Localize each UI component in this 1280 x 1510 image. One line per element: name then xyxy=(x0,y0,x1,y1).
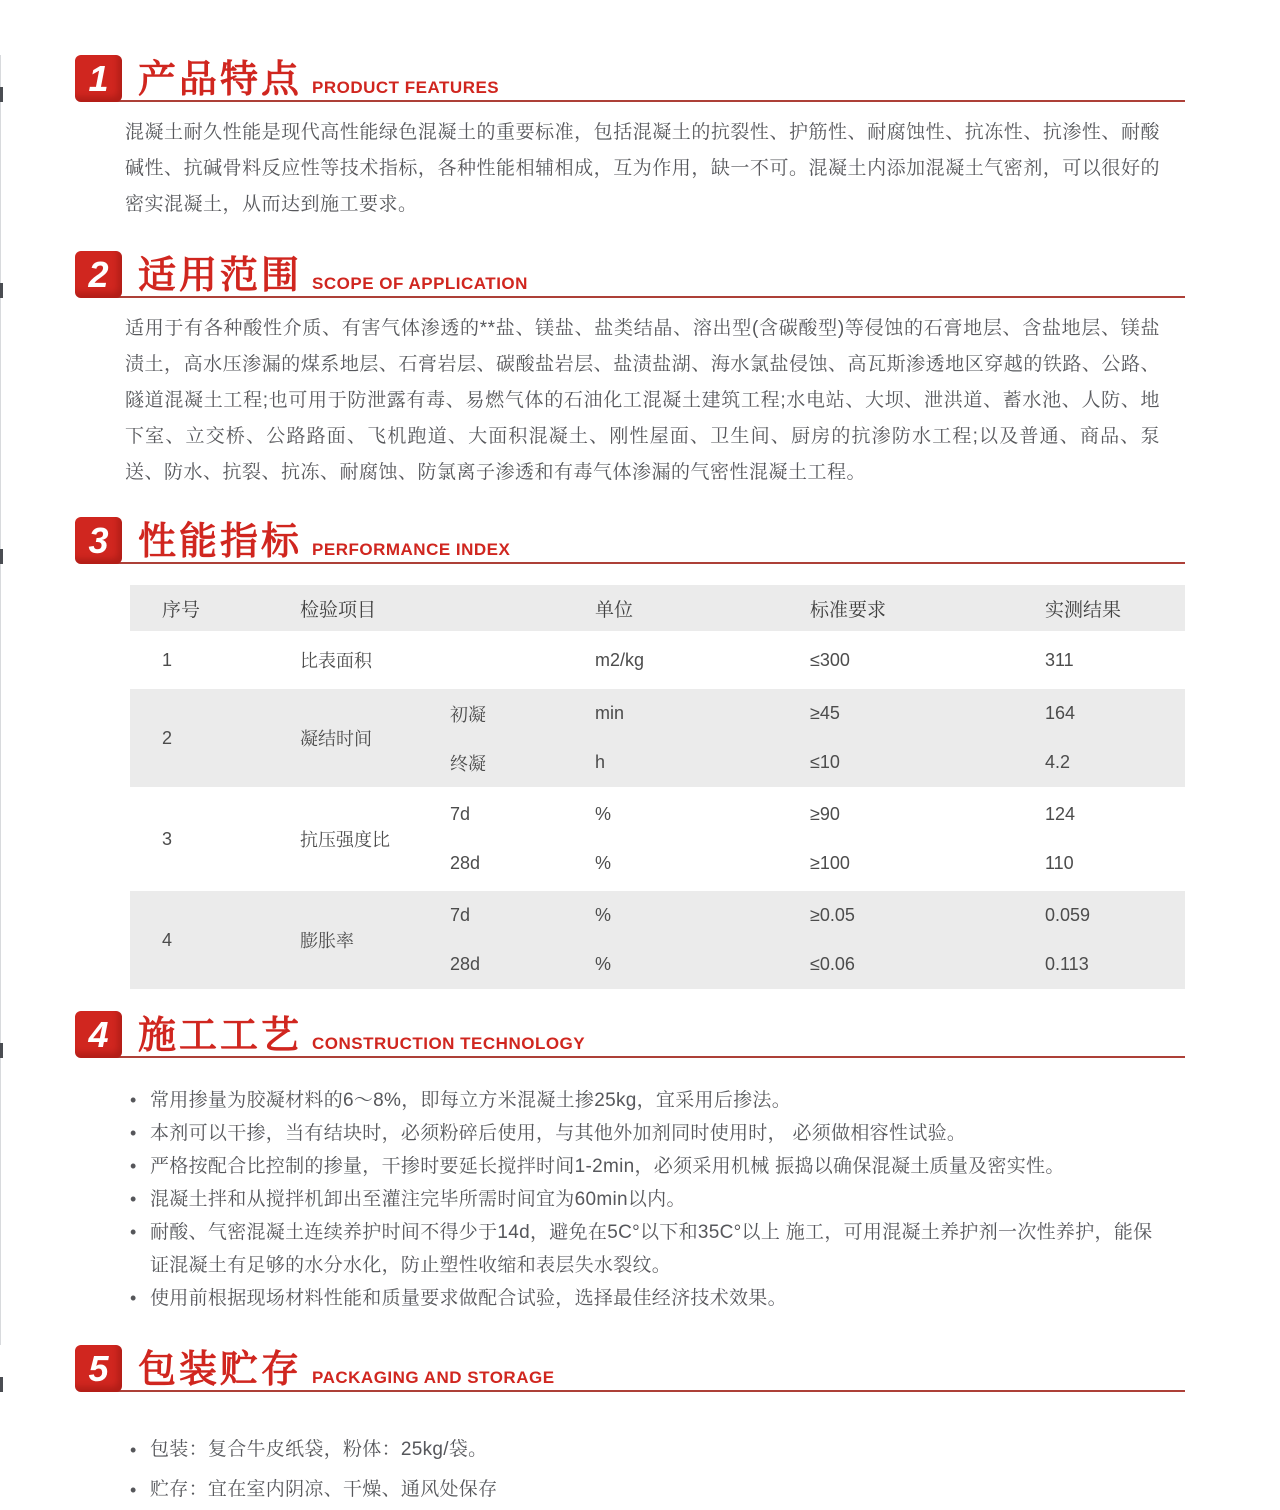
construction-bullet-list xyxy=(130,1084,1185,1315)
bullet-text: 严格按配合比控制的掺量，干掺时要延长搅拌时间1-2min，必须采用机械 振捣以确保混凝土质量及密实性。 xyxy=(150,1156,1065,1177)
bullet-text: 使用前根据现场材料性能和质量要求做配合试验，选择最佳经济技术效果。 xyxy=(150,1288,787,1309)
bullet-icon: • xyxy=(130,1156,137,1176)
section-product-features xyxy=(75,55,1185,223)
table-cell-standard: ≤0.06 xyxy=(810,954,855,974)
table-row xyxy=(130,689,1185,787)
table-header-cell: 标准要求 xyxy=(810,599,887,621)
list-item xyxy=(130,1183,1185,1216)
section-header xyxy=(75,55,1185,102)
table-cell-result: 164 xyxy=(1045,703,1076,723)
edge-tick xyxy=(0,1043,3,1058)
section-number-badge: 2 xyxy=(75,251,122,298)
bullet-text: 包装：复合牛皮纸袋，粉体：25kg/袋。 xyxy=(150,1439,488,1460)
section-title-zh: 施工工艺 xyxy=(138,1015,303,1057)
list-item xyxy=(130,1470,1185,1510)
table-cell-sub: 28d xyxy=(450,954,481,974)
edge-tick xyxy=(0,1377,3,1392)
list-item xyxy=(130,1150,1185,1183)
table-header-cell: 序号 xyxy=(162,599,201,621)
section-header xyxy=(75,517,1185,564)
section-number-badge: 1 xyxy=(75,55,122,102)
table-header-cell: 检验项目 xyxy=(300,599,377,621)
section-header xyxy=(75,1345,1185,1392)
table-cell-unit: min xyxy=(595,703,625,723)
table-cell-unit: % xyxy=(595,954,612,974)
bullet-icon: • xyxy=(130,1222,137,1242)
table-cell-item: 比表面积 xyxy=(300,651,372,671)
table-cell-unit: % xyxy=(595,804,612,824)
bullet-icon: • xyxy=(130,1090,137,1110)
bullet-icon: • xyxy=(130,1480,137,1500)
table-cell-standard: ≥0.05 xyxy=(810,905,855,925)
table-row xyxy=(130,790,1185,888)
table-cell-result: 4.2 xyxy=(1045,752,1071,772)
list-item xyxy=(130,1282,1185,1315)
table-cell-unit: % xyxy=(595,905,612,925)
table-cell-seq: 2 xyxy=(162,727,173,748)
section-number-badge: 4 xyxy=(75,1011,122,1058)
section-title-zh: 适用范围 xyxy=(138,255,303,297)
bullet-icon: • xyxy=(130,1189,137,1209)
table-cell-item: 凝结时间 xyxy=(300,729,372,749)
table-cell-standard: ≤300 xyxy=(810,649,850,670)
bullet-icon: • xyxy=(130,1288,137,1308)
table-header-row xyxy=(130,585,1185,631)
section-header xyxy=(75,1011,1185,1058)
section-construction-technology xyxy=(75,1011,1185,1315)
section-header xyxy=(75,251,1185,298)
table-cell-sub: 7d xyxy=(450,804,471,824)
section-title-en: PERFORMANCE INDEX xyxy=(312,540,511,559)
table-header-cell: 单位 xyxy=(595,599,634,621)
packaging-bullet-list xyxy=(130,1430,1185,1510)
table-cell-item: 抗压强度比 xyxy=(300,830,390,850)
bullet-text: 本剂可以干掺，当有结块时，必须粉碎后使用，与其他外加剂同时使用时， 必须做相容性试验。 xyxy=(150,1123,967,1144)
table-cell-standard: ≥100 xyxy=(810,853,850,873)
table-cell-sub: 初凝 xyxy=(450,704,486,725)
table-cell-sub: 7d xyxy=(450,905,471,925)
table-cell-sub: 终凝 xyxy=(450,753,486,774)
page-edge-line xyxy=(0,55,1,1345)
table-cell-result: 110 xyxy=(1045,853,1074,873)
table-cell-standard: ≥90 xyxy=(810,804,840,824)
table-cell-result: 0.059 xyxy=(1045,905,1091,925)
section-packaging-and-storage xyxy=(75,1345,1185,1510)
list-item xyxy=(130,1117,1185,1150)
table-cell-standard: ≤10 xyxy=(810,752,840,772)
table-header-cell: 实测结果 xyxy=(1045,599,1122,621)
list-item xyxy=(130,1216,1185,1282)
section-title-zh: 包装贮存 xyxy=(138,1349,303,1391)
section-title-en: CONSTRUCTION TECHNOLOGY xyxy=(312,1034,586,1053)
bullet-icon: • xyxy=(130,1440,137,1460)
table-cell-unit: % xyxy=(595,853,612,873)
bullet-text: 耐酸、气密混凝土连续养护时间不得少于14d，避免在5C°以下和35C°以上 施工，可用混凝土养护剂一次性养护，能保证混凝土有足够的水分水化，防止塑性收缩和表层失水裂纹。 xyxy=(150,1222,1153,1276)
table-cell-result: 124 xyxy=(1045,804,1076,824)
section-title-en: PACKAGING AND STORAGE xyxy=(312,1368,555,1387)
table-cell-standard: ≥45 xyxy=(810,703,840,723)
section-title-en: SCOPE OF APPLICATION xyxy=(312,274,528,293)
section-scope-of-application xyxy=(75,251,1185,491)
bullet-text: 常用掺量为胶凝材料的6～8%，即每立方米混凝土掺25kg，宜采用后掺法。 xyxy=(150,1090,792,1111)
bullet-text: 贮存：宜在室内阴凉、干燥、通风处保存 xyxy=(150,1479,498,1500)
table-cell-result: 0.113 xyxy=(1045,954,1089,974)
section-number-badge: 5 xyxy=(75,1345,122,1392)
section-title-en: PRODUCT FEATURES xyxy=(312,78,500,97)
table-cell-seq: 3 xyxy=(162,828,173,849)
edge-tick xyxy=(0,283,3,298)
table-cell-item: 膨胀率 xyxy=(300,931,354,951)
section-performance-index xyxy=(75,517,1185,989)
table-row xyxy=(130,891,1185,989)
bullet-icon: • xyxy=(130,1123,137,1143)
table-cell-unit: h xyxy=(595,752,606,772)
features-paragraph: 混凝土耐久性能是现代高性能绿色混凝土的重要标准，包括混凝土的抗裂性、护筋性、耐腐蚀性、抗冻性、抗渗性、耐酸碱性、抗碱骨料反应性等技术指标，各种性能相辅相成，互为作用，缺一不可。混凝土内添加混凝土气密剂，可以很好的密实混凝土，从而达到施工要求。 xyxy=(125,122,1160,215)
section-title-zh: 性能指标 xyxy=(138,521,303,563)
table-cell-sub: 28d xyxy=(450,853,481,873)
table-row xyxy=(130,634,1185,686)
table-cell-seq: 1 xyxy=(162,649,173,670)
table-cell-result: 311 xyxy=(1045,649,1074,670)
section-number-badge: 3 xyxy=(75,517,122,564)
application-paragraph: 适用于有各种酸性介质、有害气体渗透的**盐、镁盐、盐类结晶、溶出型(含碳酸型)等侵蚀的石膏地层、含盐地层、镁盐渍土，高水压渗漏的煤系地层、石膏岩层、碳酸盐岩层、盐渍盐湖、海水氯盐侵蚀、高瓦斯渗透地区穿越的铁路、公路、隧道混凝土工程;也可用于防泄露有毒、易燃气体的石油化工混凝土建筑工程;水电站、大坝、泄洪道、蓄水池、人防、地下室、立交桥、公路路面、飞机跑道、大面积混凝土、刚性屋面、卫生间、厨房的抗渗防水工程;以及普通、商品、泵送、防水、抗裂、抗冻、耐腐蚀、防氯离子渗透和有毒气体渗漏的气密性混凝土工程。 xyxy=(125,318,1160,483)
list-item xyxy=(130,1430,1185,1470)
table-cell-seq: 4 xyxy=(162,929,173,950)
list-item xyxy=(130,1084,1185,1117)
edge-tick xyxy=(0,549,3,564)
bullet-text: 混凝土拌和从搅拌机卸出至灌注完毕所需时间宜为60min以内。 xyxy=(150,1189,686,1210)
performance-table xyxy=(130,585,1185,989)
table-cell-unit: m2/kg xyxy=(595,649,645,670)
section-title-zh: 产品特点 xyxy=(138,59,303,101)
edge-tick xyxy=(0,87,3,102)
